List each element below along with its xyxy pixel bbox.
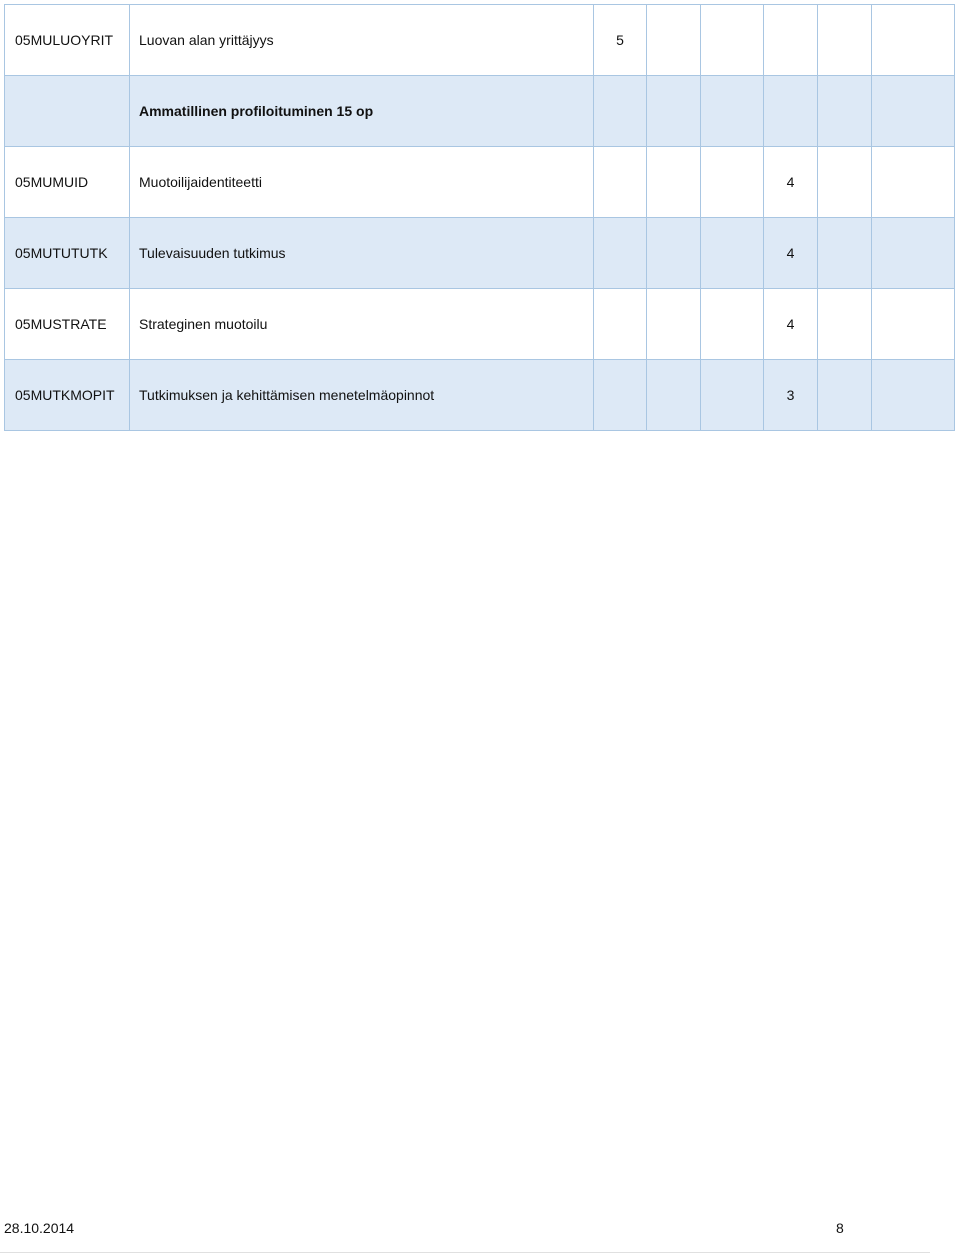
- credit-cell: [872, 218, 955, 289]
- course-code: 05MUSTRATE: [5, 289, 130, 360]
- credit-cell: [818, 289, 872, 360]
- credit-cell: [594, 360, 647, 431]
- credit-cell: 5: [594, 5, 647, 76]
- credit-cell: [647, 360, 701, 431]
- credit-cell: [647, 76, 701, 147]
- credit-cell: [764, 76, 818, 147]
- course-name: Muotoilijaidentiteetti: [130, 147, 594, 218]
- credit-cell: [872, 147, 955, 218]
- credit-cell: [647, 218, 701, 289]
- table-section-row: [5, 76, 955, 147]
- credit-cell: [818, 147, 872, 218]
- course-name: Luovan alan yrittäjyys: [130, 5, 594, 76]
- course-code: 05MUMUID: [5, 147, 130, 218]
- table-row: [5, 289, 955, 360]
- credit-cell: [647, 289, 701, 360]
- credit-cell: [594, 218, 647, 289]
- credit-cell: [701, 5, 764, 76]
- credit-cell: [818, 360, 872, 431]
- credit-cell: [701, 76, 764, 147]
- course-name: Tulevaisuuden tutkimus: [130, 218, 594, 289]
- course-code: [5, 76, 130, 147]
- credit-cell: [818, 5, 872, 76]
- credit-cell: [872, 289, 955, 360]
- credit-cell: [594, 289, 647, 360]
- course-code: 05MULUOYRIT: [5, 5, 130, 76]
- course-code: 05MUTUTUTK: [5, 218, 130, 289]
- course-name: Tutkimuksen ja kehittämisen menetelmäopinnot: [130, 360, 594, 431]
- section-heading: Ammatillinen profiloituminen 15 op: [130, 76, 594, 147]
- credit-cell: [764, 5, 818, 76]
- curriculum-table: [4, 4, 955, 431]
- table-row: [5, 218, 955, 289]
- credit-cell: 3: [764, 360, 818, 431]
- credit-cell: [647, 5, 701, 76]
- credit-cell: 4: [764, 289, 818, 360]
- credit-cell: [872, 5, 955, 76]
- footer-divider: [0, 1252, 930, 1253]
- table-row: [5, 147, 955, 218]
- credit-cell: [872, 76, 955, 147]
- credit-cell: [594, 147, 647, 218]
- course-name: Strateginen muotoilu: [130, 289, 594, 360]
- credit-cell: 4: [764, 218, 818, 289]
- credit-cell: [701, 289, 764, 360]
- credit-cell: [701, 360, 764, 431]
- credit-cell: [701, 147, 764, 218]
- page-number: 8: [836, 1220, 844, 1236]
- credit-cell: [701, 218, 764, 289]
- credit-cell: 4: [764, 147, 818, 218]
- table-row: [5, 360, 955, 431]
- footer-date: 28.10.2014: [4, 1220, 75, 1236]
- page-footer: [0, 1218, 960, 1240]
- course-code: 05MUTKMOPIT: [5, 360, 130, 431]
- credit-cell: [818, 76, 872, 147]
- credit-cell: [872, 360, 955, 431]
- credit-cell: [647, 147, 701, 218]
- table-row: [5, 5, 955, 76]
- credit-cell: [818, 218, 872, 289]
- credit-cell: [594, 76, 647, 147]
